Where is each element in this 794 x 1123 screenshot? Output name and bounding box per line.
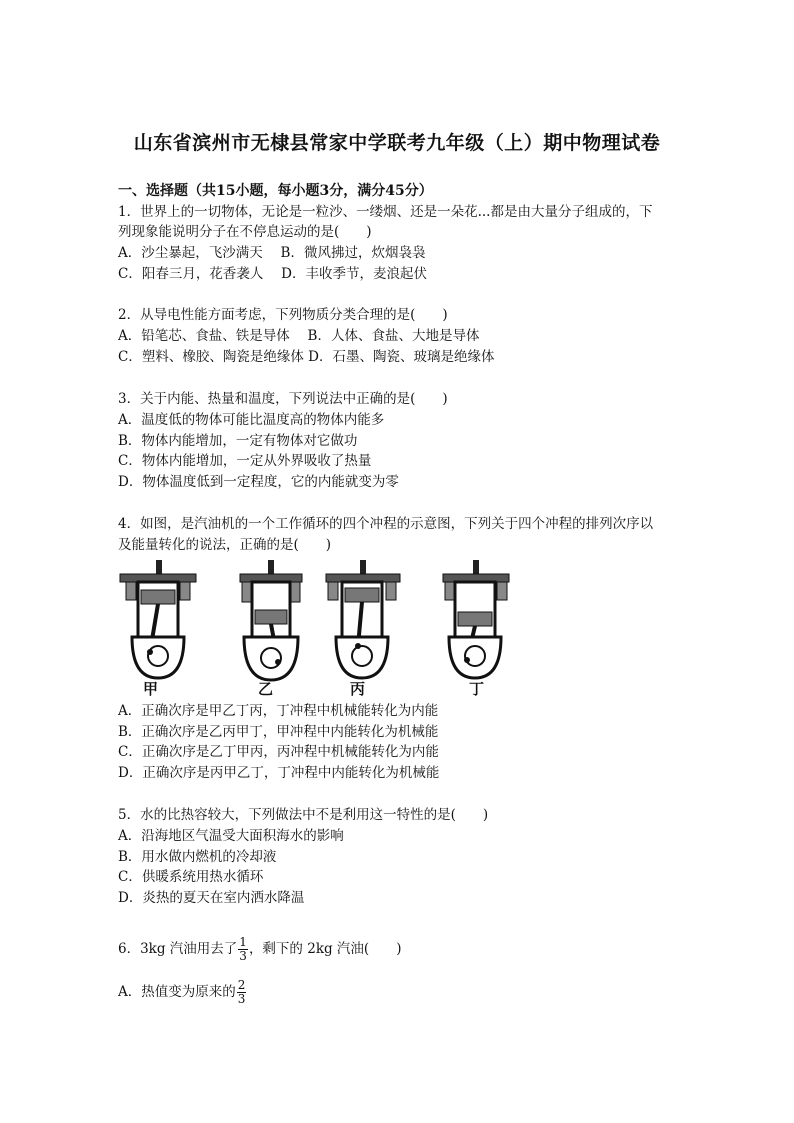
q5-option-a: A．沿海地区气温受大面积海水的影响 xyxy=(118,828,344,844)
q6-stem-text-end: ，剩下的 2kg 汽油( ) xyxy=(248,941,402,957)
section-heading: 一、选择题（共15小题，每小题3分，满分45分） xyxy=(118,183,433,199)
q4-option-b: B．正确次序是乙丙甲丁，甲冲程中内能转化为机械能 xyxy=(118,724,439,740)
q5-option-b: B．用水做内燃机的冷却液 xyxy=(118,849,277,865)
q4-stem-line1: 4．如图，是汽油机的一个工作循环的四个冲程的示意图，下列关于四个冲程的排列次序以 xyxy=(118,516,654,532)
q4-stem-line2: 及能量转化的说法，正确的是( ) xyxy=(118,537,332,553)
engine-diagram-bing xyxy=(322,560,402,690)
fraction-numerator: 1 xyxy=(239,935,247,949)
q1-options-cd: C．阳春三月，花香袭人 D．丰收季节，麦浪起伏 xyxy=(118,266,427,282)
page-title: 山东省滨州市无棣县常家中学联考九年级（上）期中物理试卷 xyxy=(133,132,661,154)
fraction-denominator: 3 xyxy=(237,992,246,1006)
q1-stem-line1: 1．世界上的一切物体，无论是一粒沙、一缕烟、还是一朵花...都是由大量分子组成的，下 xyxy=(118,204,653,220)
fraction-numerator: 2 xyxy=(237,978,246,992)
q4-option-c: C．正确次序是乙丁甲丙，丙冲程中机械能转化为内能 xyxy=(118,744,439,760)
q1-options-ab: A．沙尘暴起，飞沙满天 B．微风拂过，炊烟袅袅 xyxy=(118,245,426,261)
engine-diagram-yi xyxy=(230,560,310,690)
fraction-denominator: 3 xyxy=(239,949,247,963)
engine-label-ding: 丁 xyxy=(469,680,485,698)
q6-fraction-one-third xyxy=(238,936,248,963)
q2-stem: 2．从导电性能方面考虑，下列物质分类合理的是( ) xyxy=(118,307,448,323)
engine-label-bing: 丙 xyxy=(350,680,366,698)
q4-option-a: A．正确次序是甲乙丁丙，丁冲程中机械能转化为内能 xyxy=(118,703,439,719)
q5-option-c: C．供暖系统用热水循环 xyxy=(118,869,264,885)
q5-option-d: D．炎热的夏天在室内洒水降温 xyxy=(118,890,305,906)
q2-options-cd: C．塑料、橡胶、陶瓷是绝缘体 D．石墨、陶瓷、玻璃是绝缘体 xyxy=(118,349,495,365)
q6-stem xyxy=(118,932,401,966)
q2-options-ab: A．铅笔芯、食盐、铁是导体 B．人体、食盐、大地是导体 xyxy=(118,328,480,344)
engine-label-yi: 乙 xyxy=(258,680,274,698)
engine-diagram-ding xyxy=(435,560,515,690)
q3-option-b: B．物体内能增加，一定有物体对它做功 xyxy=(118,433,358,449)
q1-stem-line2: 列现象能说明分子在不停息运动的是( ) xyxy=(118,224,372,240)
q5-stem: 5．水的比热容较大，下列做法中不是利用这一特性的是( ) xyxy=(118,807,489,823)
q3-stem: 3．关于内能、热量和温度，下列说法中正确的是( ) xyxy=(118,391,448,407)
q6-fraction-two-thirds xyxy=(237,979,247,1006)
q6-option-a xyxy=(118,975,247,1009)
q3-option-d: D．物体温度低到一定程度，它的内能就变为零 xyxy=(118,474,399,490)
q3-option-a: A．温度低的物体可能比温度高的物体内能多 xyxy=(118,412,385,428)
q6-option-a-text: A．热值变为原来的 xyxy=(118,984,236,1000)
q4-option-d: D．正确次序是丙甲乙丁，丁冲程中内能转化为机械能 xyxy=(118,765,440,781)
engine-label-jia: 甲 xyxy=(143,680,159,698)
engine-diagram-jia xyxy=(118,560,198,690)
q6-stem-text: 6．3kg 汽油用去了 xyxy=(118,941,238,957)
q3-option-c: C．物体内能增加，一定从外界吸收了热量 xyxy=(118,453,372,469)
